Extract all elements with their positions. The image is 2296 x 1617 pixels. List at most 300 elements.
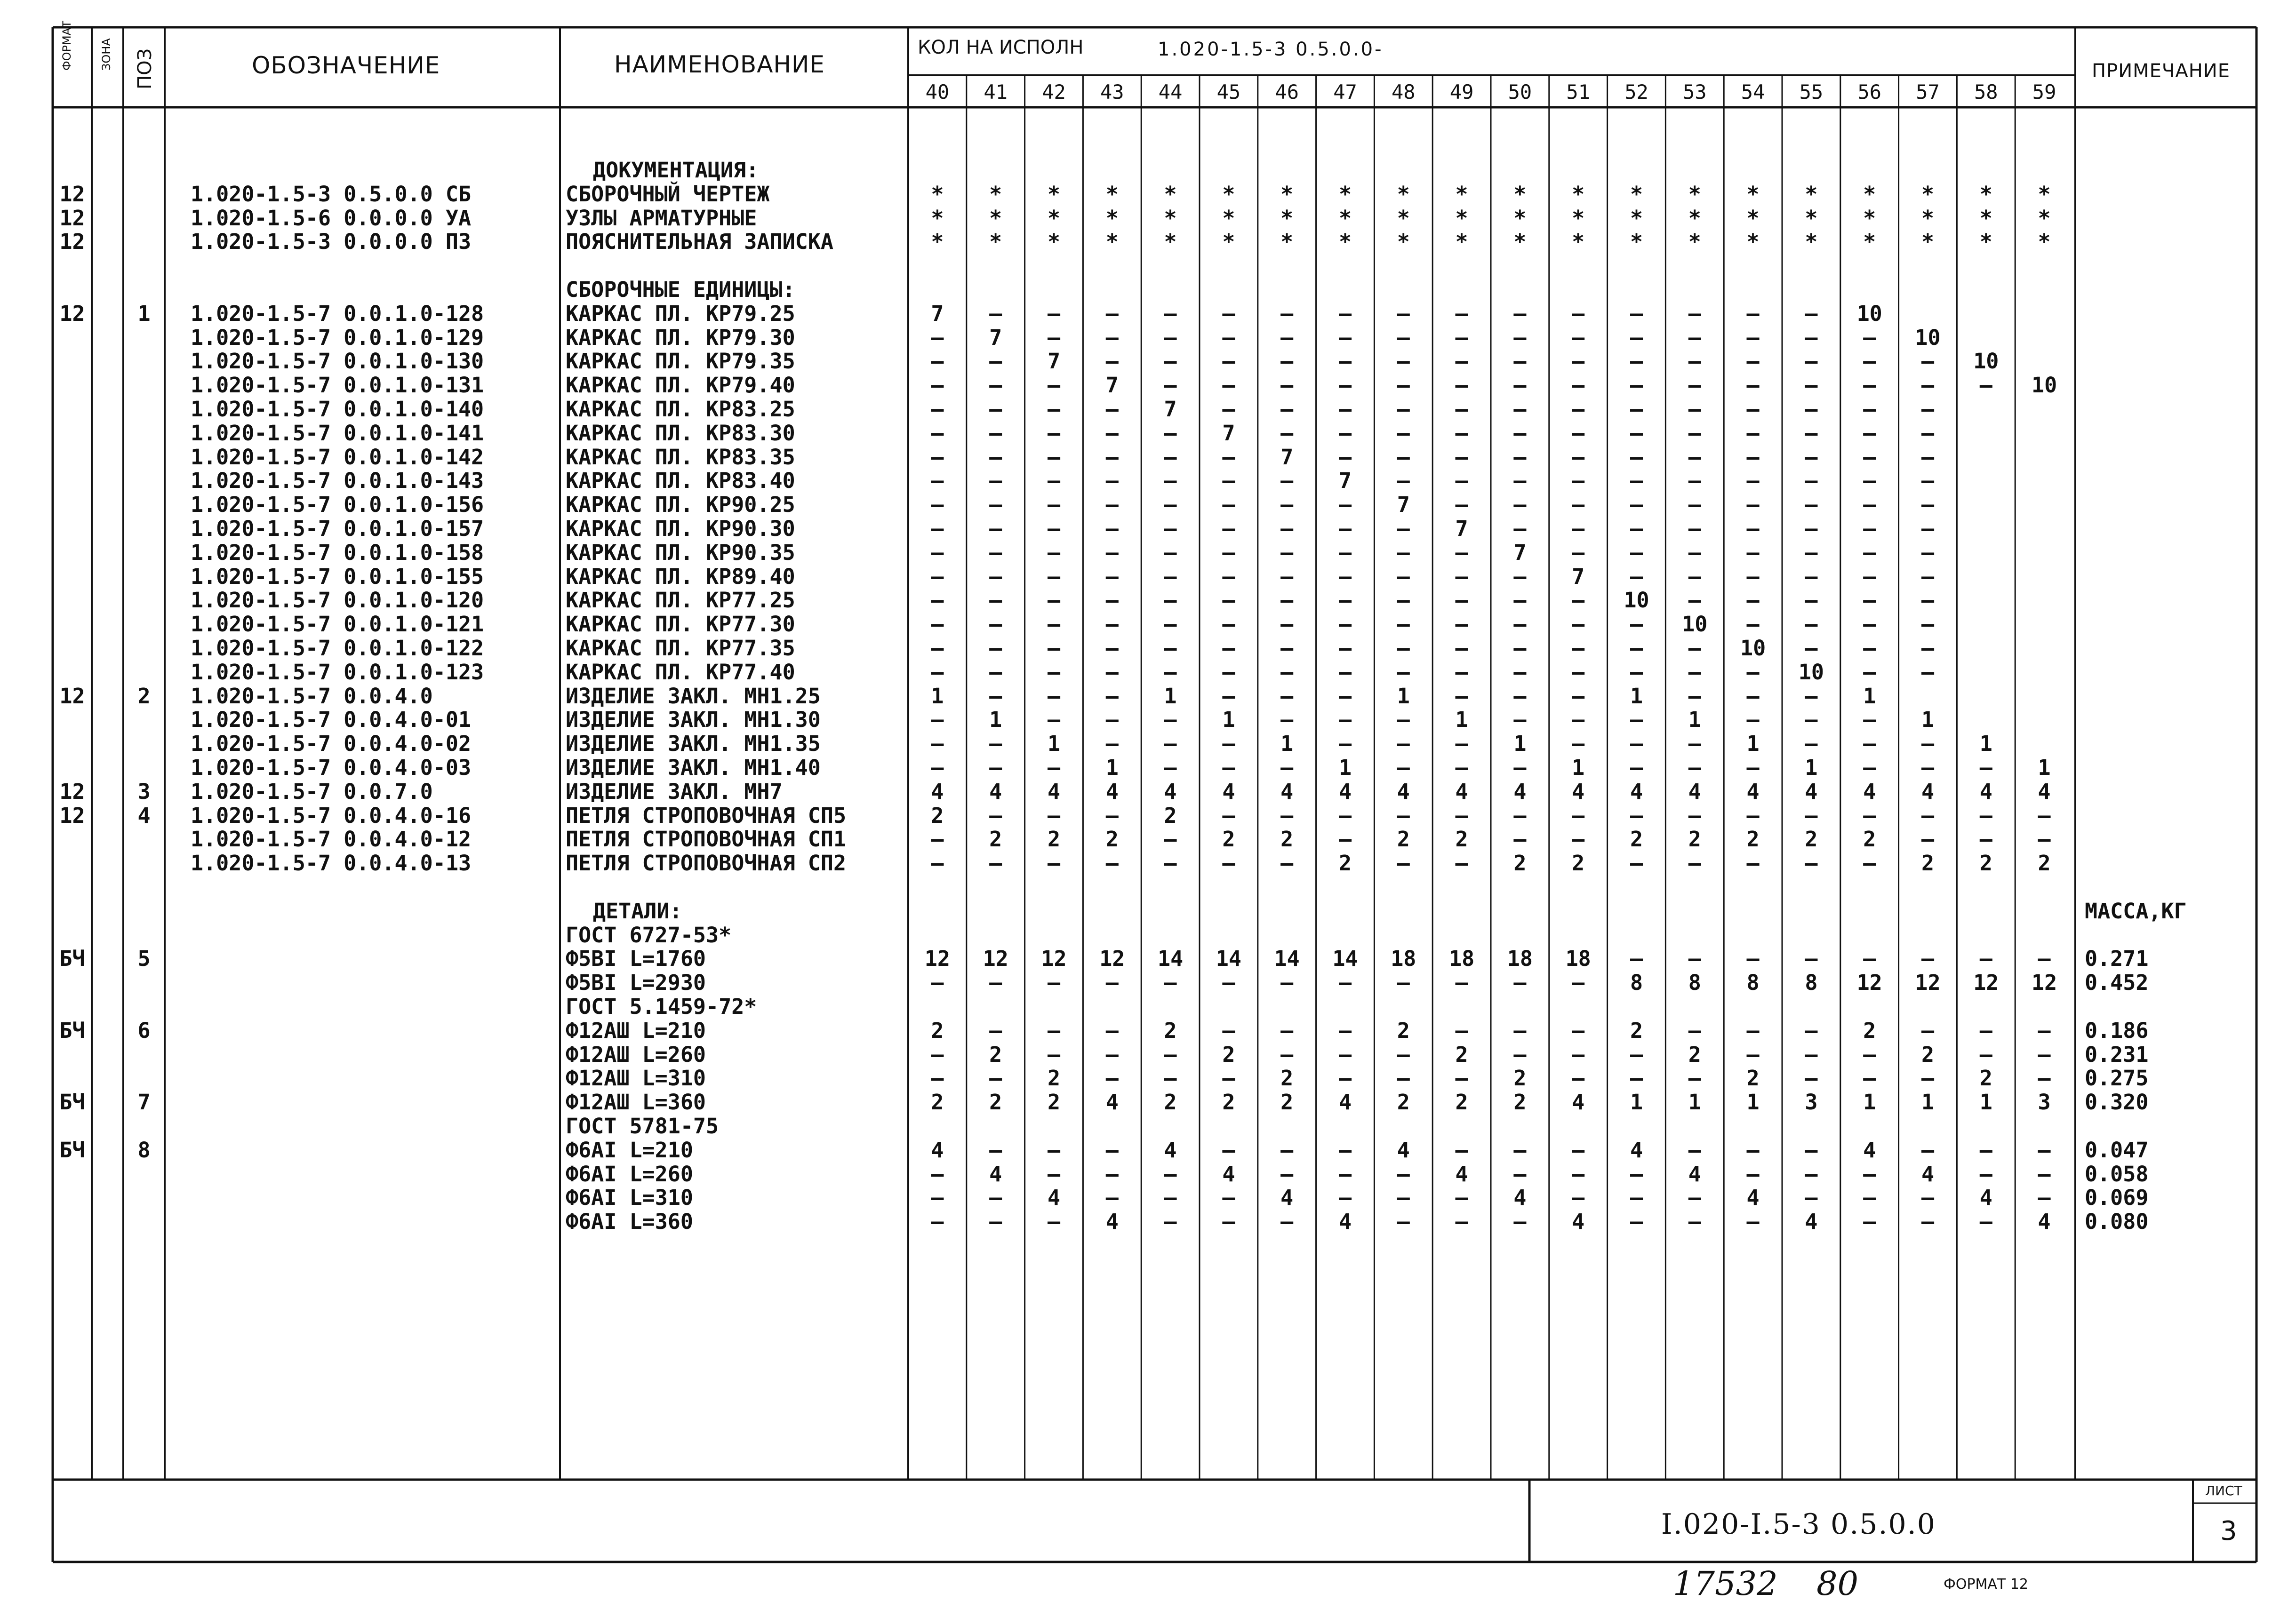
row-name: КАРКАС ПЛ. КР79.40	[566, 373, 795, 398]
row-name: ГОСТ 5781-75	[566, 1114, 719, 1139]
inventory-suffix: 80	[1816, 1564, 1859, 1603]
row-qty-cell: 4	[1455, 1161, 1468, 1187]
row-qty-cell: –	[1746, 1042, 1760, 1067]
row-qty-cell: *	[931, 181, 944, 207]
row-qty-cell: 1	[1222, 707, 1235, 733]
row-qty-cell: 2	[1863, 1018, 1876, 1043]
row-qty-cell: 2	[989, 1090, 1002, 1115]
row-name: КАРКАС ПЛ. КР83.30	[566, 420, 795, 446]
row-qty-cell: 2	[1397, 1090, 1410, 1115]
row-qty-cell: –	[1746, 803, 1760, 828]
row-qty-cell: –	[1863, 468, 1876, 494]
row-qty-cell: 4	[1572, 1090, 1585, 1115]
row-qty-cell: –	[1397, 420, 1410, 446]
row-qty-cell: 1	[989, 707, 1002, 733]
row-qty-cell: –	[1513, 1137, 1527, 1163]
row-qty-cell: –	[989, 540, 1002, 565]
row-qty-cell: –	[931, 707, 944, 733]
row-qty-cell: 1	[931, 683, 944, 709]
row-qty-cell: 2	[1688, 827, 1701, 852]
row-qty-cell: *	[1746, 181, 1760, 207]
row-qty-cell: –	[1222, 803, 1235, 828]
row-qty-cell: –	[1630, 731, 1643, 757]
row-qty-cell: 7	[1280, 444, 1294, 470]
row-qty-cell: –	[1572, 1137, 1585, 1163]
row-qty-cell: –	[1164, 373, 1177, 398]
row-qty-cell: –	[1164, 731, 1177, 757]
row-qty-cell: –	[1746, 755, 1760, 780]
row-qty-cell: –	[1047, 683, 1061, 709]
row-format: 12	[59, 803, 85, 828]
variant-label: 43	[1100, 80, 1124, 104]
row-qty-cell: 12	[1099, 946, 1125, 972]
row-qty-cell: 1	[1979, 1090, 1992, 1115]
row-qty-cell: 2	[1572, 851, 1585, 876]
row-qty-cell: –	[1979, 1209, 1992, 1235]
row-qty-cell: –	[1105, 301, 1119, 326]
row-qty-cell: 2	[931, 1018, 944, 1043]
row-qty-cell: –	[1338, 707, 1352, 733]
row-qty-cell: 1	[1630, 683, 1643, 709]
row-qty-cell: 2	[1688, 1042, 1701, 1067]
row-qty-cell: –	[1397, 731, 1410, 757]
row-qty-cell: *	[1979, 229, 1992, 255]
row-qty-cell: 14	[1216, 946, 1241, 972]
row-qty-cell: –	[1630, 1209, 1643, 1235]
row-qty-cell: –	[1863, 373, 1876, 398]
row-qty-cell: –	[1630, 540, 1643, 565]
row-qty-cell: –	[1164, 659, 1177, 685]
row-qty-cell: 4	[2038, 1209, 2051, 1235]
row-qty-cell: –	[989, 1137, 1002, 1163]
row-qty-cell: –	[1805, 851, 1818, 876]
row-qty-cell: –	[1105, 444, 1119, 470]
row-qty-cell: *	[1688, 229, 1701, 255]
row-qty-cell: –	[1630, 707, 1643, 733]
row-qty-cell: –	[1280, 373, 1294, 398]
row-qty-cell: –	[1572, 683, 1585, 709]
row-qty-cell: 4	[1397, 779, 1410, 804]
row-qty-cell: 2	[1222, 1042, 1235, 1067]
row-qty-cell: 4	[1047, 1185, 1061, 1211]
row-qty-cell: *	[1630, 229, 1643, 255]
row-qty-cell: 4	[1280, 1185, 1294, 1211]
row-qty-cell: *	[1047, 205, 1061, 231]
row-qty-cell: 3	[1805, 1090, 1818, 1115]
row-designation: 1.020-1.5-7 0.0.4.0-16	[191, 803, 472, 828]
row-qty-cell: *	[1222, 181, 1235, 207]
row-qty-cell: –	[1280, 325, 1294, 350]
row-qty-cell: –	[1513, 444, 1527, 470]
row-qty-cell: –	[1630, 564, 1643, 589]
row-qty-cell: –	[1164, 420, 1177, 446]
row-qty-cell: –	[1397, 707, 1410, 733]
row-qty-cell: 2	[1513, 1066, 1527, 1091]
row-qty-cell: –	[1455, 1209, 1468, 1235]
row-qty-cell: –	[1047, 707, 1061, 733]
row-name: ГОСТ 6727-53*	[566, 922, 732, 948]
row-qty-cell: –	[1513, 970, 1527, 996]
row-qty-cell: –	[989, 851, 1002, 876]
row-qty-cell: 4	[1222, 779, 1235, 804]
row-qty-cell: –	[1222, 970, 1235, 996]
row-qty-cell: –	[1805, 349, 1818, 374]
row-qty-cell: –	[1105, 1018, 1119, 1043]
row-qty-cell: –	[2038, 827, 2051, 852]
row-designation: 1.020-1.5-7 0.0.1.0-131	[191, 373, 484, 398]
row-qty-cell: –	[1397, 612, 1410, 637]
row-qty-cell: 4	[1921, 779, 1935, 804]
row-qty-cell: –	[931, 659, 944, 685]
row-qty-cell: –	[1338, 444, 1352, 470]
row-position: 5	[137, 946, 151, 972]
row-name: КАРКАС ПЛ. КР83.25	[566, 397, 795, 422]
row-qty-cell: –	[1164, 540, 1177, 565]
row-qty-cell: 7	[1047, 349, 1061, 374]
row-qty-cell: –	[1047, 588, 1061, 613]
row-name: ПЕТЛЯ СТРОПОВОЧНАЯ СП5	[566, 803, 847, 828]
row-note: 0.275	[2085, 1066, 2149, 1091]
row-qty-cell: –	[1164, 492, 1177, 518]
row-qty-cell: –	[1513, 492, 1527, 518]
row-name: КАРКАС ПЛ. КР90.25	[566, 492, 795, 518]
row-qty-cell: –	[1863, 1209, 1876, 1235]
row-qty-cell: –	[1164, 588, 1177, 613]
row-qty-cell: –	[1688, 803, 1701, 828]
row-name: ИЗДЕЛИЕ ЗАКЛ. МН1.40	[566, 755, 821, 780]
row-name: ИЗДЕЛИЕ ЗАКЛ. МН1.30	[566, 707, 821, 733]
row-qty-cell: 12	[924, 946, 950, 972]
row-qty-cell: 7	[989, 325, 1002, 350]
row-qty-cell: –	[1105, 851, 1119, 876]
row-qty-cell: –	[2038, 1066, 2051, 1091]
row-qty-cell: –	[989, 301, 1002, 326]
row-designation: 1.020-1.5-3 0.5.0.0 СБ	[191, 181, 472, 207]
row-qty-cell: *	[1397, 205, 1410, 231]
row-qty-cell: –	[931, 468, 944, 494]
row-qty-cell: 7	[1164, 397, 1177, 422]
variant-label: 58	[1974, 80, 1998, 104]
row-qty-cell: –	[989, 397, 1002, 422]
row-qty-cell: –	[1338, 492, 1352, 518]
row-qty-cell: –	[1805, 1066, 1818, 1091]
row-qty-cell: 8	[1746, 970, 1760, 996]
row-qty-cell: –	[1164, 1042, 1177, 1067]
row-qty-cell: –	[1338, 588, 1352, 613]
row-qty-cell: *	[1455, 229, 1468, 255]
row-qty-cell: –	[989, 755, 1002, 780]
row-qty-cell: 2	[1397, 827, 1410, 852]
row-designation: 1.020-1.5-7 0.0.4.0-12	[191, 827, 472, 852]
row-qty-cell: –	[1105, 1137, 1119, 1163]
variant-label: 42	[1042, 80, 1066, 104]
row-name: КАРКАС ПЛ. КР79.35	[566, 349, 795, 374]
row-qty-cell: –	[1688, 349, 1701, 374]
row-qty-cell: 4	[1455, 779, 1468, 804]
row-qty-cell: –	[1805, 301, 1818, 326]
row-qty-cell: –	[1222, 588, 1235, 613]
row-qty-cell: –	[1688, 420, 1701, 446]
row-name: Ф6АI L=360	[566, 1209, 693, 1235]
row-qty-cell: –	[1047, 1137, 1061, 1163]
row-qty-cell: –	[1921, 468, 1935, 494]
row-qty-cell: –	[1513, 803, 1527, 828]
row-qty-cell: –	[1105, 349, 1119, 374]
row-qty-cell: –	[1105, 516, 1119, 541]
row-qty-cell: –	[931, 444, 944, 470]
row-qty-cell: –	[1863, 325, 1876, 350]
row-qty-cell: 2	[1280, 1090, 1294, 1115]
row-qty-cell: –	[1338, 612, 1352, 637]
row-qty-cell: –	[1746, 1161, 1760, 1187]
row-qty-cell: –	[1746, 1137, 1760, 1163]
row-qty-cell: 2	[989, 1042, 1002, 1067]
row-qty-cell: 7	[1455, 516, 1468, 541]
row-qty-cell: *	[1863, 181, 1876, 207]
row-qty-cell: 4	[1746, 779, 1760, 804]
row-qty-cell: –	[931, 1066, 944, 1091]
row-qty-cell: –	[989, 468, 1002, 494]
row-qty-cell: –	[2038, 1018, 2051, 1043]
row-qty-cell: 4	[1105, 1090, 1119, 1115]
row-qty-cell: –	[1805, 325, 1818, 350]
variant-label: 51	[1566, 80, 1590, 104]
row-format: БЧ	[59, 1090, 85, 1115]
row-qty-cell: 1	[1805, 755, 1818, 780]
row-qty-cell: –	[1572, 588, 1585, 613]
row-qty-cell: –	[2038, 946, 2051, 972]
row-name: Ф6АI L=260	[566, 1161, 693, 1187]
row-qty-cell: *	[1805, 205, 1818, 231]
row-qty-cell: –	[1164, 349, 1177, 374]
row-name: КАРКАС ПЛ. КР83.40	[566, 468, 795, 494]
row-qty-cell: –	[1105, 1042, 1119, 1067]
row-qty-cell: –	[1746, 516, 1760, 541]
row-qty-cell: 1	[1280, 731, 1294, 757]
row-qty-cell: *	[1805, 181, 1818, 207]
row-qty-cell: –	[1688, 731, 1701, 757]
row-qty-cell: 1	[1630, 1090, 1643, 1115]
variant-label: 53	[1683, 80, 1707, 104]
row-qty-cell: 2	[1222, 1090, 1235, 1115]
row-qty-cell: –	[1513, 827, 1527, 852]
row-qty-cell: –	[1338, 540, 1352, 565]
row-qty-cell: –	[1630, 1161, 1643, 1187]
row-qty-cell: –	[1513, 325, 1527, 350]
row-qty-cell: *	[989, 229, 1002, 255]
row-qty-cell: 2	[1047, 827, 1061, 852]
row-qty-cell: –	[1572, 970, 1585, 996]
row-designation: 1.020-1.5-3 0.0.0.0 ПЗ	[191, 229, 472, 255]
row-qty-cell: 14	[1332, 946, 1358, 972]
row-qty-cell: –	[1397, 540, 1410, 565]
row-qty-cell: –	[1455, 683, 1468, 709]
row-format: 12	[59, 229, 85, 255]
row-qty-cell: –	[1338, 803, 1352, 828]
row-qty-cell: –	[1222, 397, 1235, 422]
row-qty-cell: –	[1397, 397, 1410, 422]
row-qty-cell: 2	[1397, 1018, 1410, 1043]
row-qty-cell: –	[1513, 659, 1527, 685]
row-qty-cell: –	[1630, 755, 1643, 780]
row-qty-cell: –	[1047, 420, 1061, 446]
row-qty-cell: –	[1688, 1137, 1701, 1163]
row-qty-cell: 2	[1979, 1066, 1992, 1091]
row-qty-cell: –	[1630, 301, 1643, 326]
row-qty-cell: 2	[1455, 1042, 1468, 1067]
row-qty-cell: 1	[1513, 731, 1527, 757]
row-qty-cell: 12	[983, 946, 1008, 972]
row-qty-cell: –	[1979, 946, 1992, 972]
row-qty-cell: –	[1397, 301, 1410, 326]
row-qty-cell: –	[1688, 468, 1701, 494]
row-qty-cell: –	[1513, 564, 1527, 589]
row-qty-cell: *	[1280, 181, 1294, 207]
row-name: ГОСТ 5.1459-72*	[566, 994, 757, 1019]
row-qty-cell: *	[1688, 205, 1701, 231]
row-qty-cell: 10	[1682, 612, 1708, 637]
row-qty-cell: –	[1863, 492, 1876, 518]
row-qty-cell: –	[989, 588, 1002, 613]
row-qty-cell: –	[989, 1185, 1002, 1211]
row-qty-cell: –	[1164, 564, 1177, 589]
row-qty-cell: –	[1863, 397, 1876, 422]
row-qty-cell: –	[1863, 612, 1876, 637]
row-qty-cell: –	[1222, 468, 1235, 494]
row-qty-cell: –	[1047, 851, 1061, 876]
row-qty-cell: –	[1222, 516, 1235, 541]
row-note: 0.080	[2085, 1209, 2149, 1235]
row-qty-cell: –	[1921, 1018, 1935, 1043]
row-qty-cell: 4	[2038, 779, 2051, 804]
row-qty-cell: –	[1455, 373, 1468, 398]
row-qty-cell: *	[1105, 181, 1119, 207]
row-name: ДЕТАЛИ:	[593, 898, 682, 924]
row-qty-cell: –	[1746, 707, 1760, 733]
row-qty-cell: –	[1105, 420, 1119, 446]
row-qty-cell: 2	[1921, 851, 1935, 876]
row-qty-cell: –	[1280, 755, 1294, 780]
row-qty-cell: –	[1455, 349, 1468, 374]
row-qty-cell: –	[1513, 468, 1527, 494]
row-qty-cell: –	[1105, 970, 1119, 996]
row-qty-cell: –	[1805, 468, 1818, 494]
row-qty-cell: –	[1863, 516, 1876, 541]
row-qty-cell: *	[2038, 205, 2051, 231]
row-qty-cell: –	[1047, 1042, 1061, 1067]
row-qty-cell: –	[1397, 755, 1410, 780]
row-qty-cell: –	[931, 731, 944, 757]
variant-label: 59	[2032, 80, 2056, 104]
row-qty-cell: –	[1047, 492, 1061, 518]
row-qty-cell: –	[1863, 707, 1876, 733]
row-qty-cell: –	[1630, 349, 1643, 374]
row-qty-cell: –	[1863, 946, 1876, 972]
row-qty-cell: 4	[1338, 1209, 1352, 1235]
row-qty-cell: –	[931, 588, 944, 613]
row-qty-cell: –	[1572, 468, 1585, 494]
row-qty-cell: –	[1746, 444, 1760, 470]
row-qty-cell: 2	[1746, 827, 1760, 852]
row-name: Ф6АI L=210	[566, 1137, 693, 1163]
row-qty-cell: –	[1455, 397, 1468, 422]
row-qty-cell: 1	[1397, 683, 1410, 709]
variant-label: 57	[1916, 80, 1940, 104]
row-qty-cell: *	[2038, 181, 2051, 207]
row-qty-cell: –	[1513, 588, 1527, 613]
row-qty-cell: –	[1455, 468, 1468, 494]
row-designation: 1.020-1.5-7 0.0.1.0-140	[191, 397, 484, 422]
row-qty-cell: –	[1513, 755, 1527, 780]
header-designation: ОБОЗНАЧЕНИЕ	[252, 52, 440, 79]
row-qty-cell: –	[1338, 564, 1352, 589]
row-qty-cell: *	[1572, 205, 1585, 231]
row-qty-cell: –	[1455, 1018, 1468, 1043]
row-qty-cell: 4	[1164, 779, 1177, 804]
row-qty-cell: –	[1164, 301, 1177, 326]
row-qty-cell: –	[1630, 636, 1643, 661]
row-qty-cell: 8	[1630, 970, 1643, 996]
row-qty-cell: *	[1746, 229, 1760, 255]
row-qty-cell: 1	[1863, 1090, 1876, 1115]
row-qty-cell: –	[1863, 755, 1876, 780]
row-qty-cell: –	[1222, 755, 1235, 780]
row-qty-cell: –	[1921, 397, 1935, 422]
row-name: УЗЛЫ АРМАТУРНЫЕ	[566, 205, 757, 231]
row-qty-cell: –	[1280, 1042, 1294, 1067]
row-qty-cell: –	[1105, 397, 1119, 422]
row-qty-cell: –	[1805, 946, 1818, 972]
row-qty-cell: –	[1338, 636, 1352, 661]
row-qty-cell: 2	[1164, 1090, 1177, 1115]
row-qty-cell: 4	[1921, 1161, 1935, 1187]
row-name: КАРКАС ПЛ. КР83.35	[566, 444, 795, 470]
row-qty-cell: –	[1455, 540, 1468, 565]
row-qty-cell: *	[1921, 229, 1935, 255]
row-name: КАРКАС ПЛ. КР77.30	[566, 612, 795, 637]
row-qty-cell: –	[1688, 636, 1701, 661]
row-qty-cell: –	[1921, 659, 1935, 685]
row-qty-cell: –	[1164, 1185, 1177, 1211]
row-qty-cell: –	[1630, 1042, 1643, 1067]
row-qty-cell: –	[1630, 516, 1643, 541]
row-qty-cell: 4	[1688, 1161, 1701, 1187]
row-format: БЧ	[59, 1018, 85, 1043]
row-qty-cell: 1	[1921, 1090, 1935, 1115]
row-qty-cell: 2	[1863, 827, 1876, 852]
row-qty-cell: –	[1164, 468, 1177, 494]
row-qty-cell: 4	[1979, 779, 1992, 804]
row-qty-cell: –	[1513, 707, 1527, 733]
row-qty-cell: –	[1047, 444, 1061, 470]
row-designation: 1.020-1.5-7 0.0.1.0-129	[191, 325, 484, 350]
row-name: КАРКАС ПЛ. КР90.30	[566, 516, 795, 541]
row-qty-cell: –	[1397, 1042, 1410, 1067]
row-qty-cell: –	[1222, 373, 1235, 398]
row-qty-cell: –	[1630, 325, 1643, 350]
row-qty-cell: –	[1513, 636, 1527, 661]
row-qty-cell: 2	[1164, 803, 1177, 828]
row-qty-cell: –	[1164, 516, 1177, 541]
row-qty-cell: –	[1805, 612, 1818, 637]
row-qty-cell: –	[1105, 588, 1119, 613]
row-qty-cell: –	[1921, 420, 1935, 446]
row-qty-cell: –	[1921, 755, 1935, 780]
row-qty-cell: –	[1047, 1018, 1061, 1043]
row-qty-cell: –	[1863, 420, 1876, 446]
row-qty-cell: –	[1455, 636, 1468, 661]
row-qty-cell: *	[989, 205, 1002, 231]
